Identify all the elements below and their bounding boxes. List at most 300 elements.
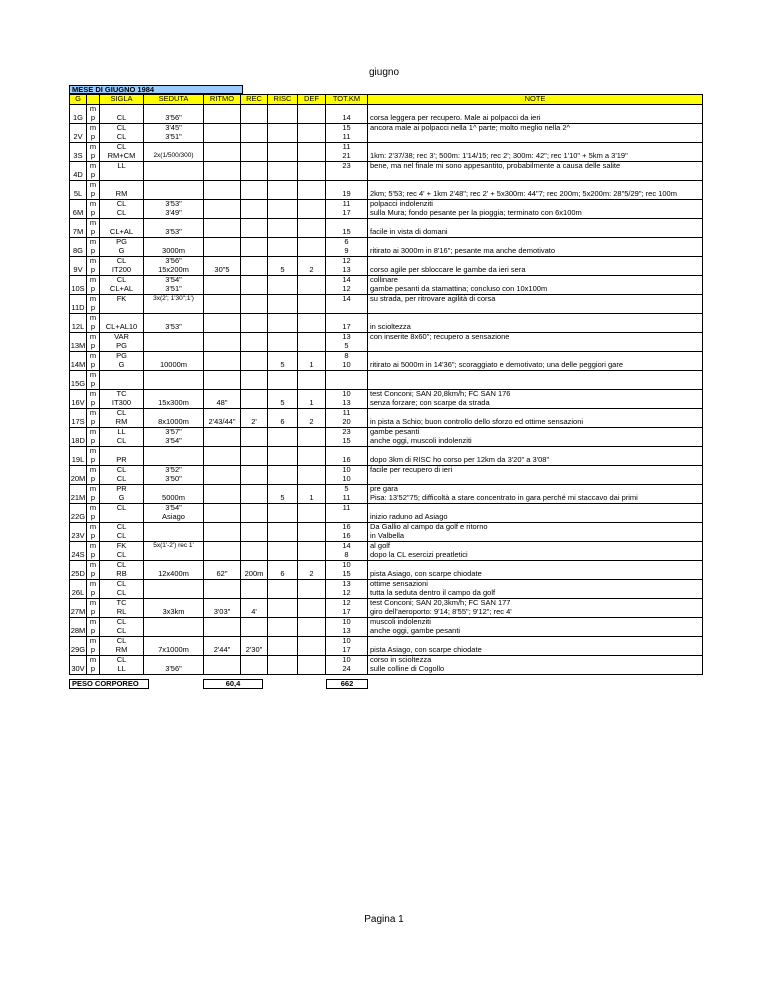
table-row [70, 361, 703, 371]
cell-seduta: 3'51" [144, 133, 204, 143]
cell-day: 25D [71, 570, 85, 579]
table-row [70, 580, 703, 590]
cell-seduta [144, 561, 204, 571]
cell-risc [268, 475, 298, 485]
cell-session: p [87, 304, 100, 314]
cell-rec [241, 637, 268, 647]
cell-def [298, 428, 326, 438]
cell-tot-km: 14 [326, 295, 368, 305]
cell-tot-km: 11 [326, 143, 368, 153]
cell-def [298, 523, 326, 533]
cell-rec [241, 380, 268, 390]
cell-rec [241, 475, 268, 485]
cell-seduta [144, 219, 204, 229]
cell-seduta: Asiago [144, 513, 204, 523]
cell-risc [268, 523, 298, 533]
cell-rec [241, 162, 268, 172]
cell-tot-km: 15 [326, 570, 368, 580]
cell-def [298, 371, 326, 381]
col-header-tot-km: TOT.KM [326, 95, 368, 105]
cell-sigla: CL [100, 209, 144, 219]
cell-risc [268, 162, 298, 172]
sheet-title: MESE DI GIUGNO 1984 [69, 85, 243, 94]
cell-rec [241, 238, 268, 248]
table-row [70, 551, 703, 561]
cell-day: 9V [70, 266, 87, 276]
table-row [70, 513, 703, 523]
cell-session: p [87, 570, 100, 580]
cell-risc [268, 618, 298, 628]
cell-def [298, 599, 326, 609]
cell-rec [241, 124, 268, 134]
cell-session: p [87, 228, 100, 238]
cell-session: m [87, 124, 100, 134]
cell-tot-km: 12 [326, 599, 368, 609]
cell-day [70, 143, 87, 153]
cell-tot-km [326, 304, 368, 314]
cell-day [70, 390, 87, 400]
cell-session: m [87, 447, 100, 457]
cell-def [298, 285, 326, 295]
cell-session: m [87, 618, 100, 628]
cell-day [70, 504, 87, 514]
cell-sigla: LL [100, 428, 144, 438]
cell-def [298, 105, 326, 115]
col-header-seduta: SEDUTA [144, 95, 204, 105]
table-row [70, 152, 703, 162]
cell-day: 17S [71, 418, 85, 427]
cell-ritmo [204, 618, 241, 628]
cell-note [368, 171, 703, 181]
cell-sigla: RB [100, 570, 144, 580]
cell-day: 14M [70, 361, 86, 370]
cell-seduta [144, 532, 204, 542]
cell-note: ottime sensazioni [368, 580, 703, 590]
cell-seduta [144, 190, 204, 200]
cell-rec [241, 352, 268, 362]
cell-def [298, 437, 326, 447]
cell-note: dopo 3km di RISC ho corso per 12km da 3'20" a 3'08" [368, 456, 703, 466]
cell-sigla: RM [100, 418, 144, 428]
cell-sigla [100, 304, 144, 314]
cell-rec [241, 447, 268, 457]
cell-session: m [87, 580, 100, 590]
table-row [70, 162, 703, 172]
cell-day [70, 466, 87, 476]
cell-def: 1 [298, 494, 326, 504]
cell-sigla [100, 219, 144, 229]
cell-ritmo [204, 143, 241, 153]
cell-ritmo [204, 295, 241, 305]
cell-ritmo [204, 257, 241, 267]
cell-rec [241, 285, 268, 295]
cell-tot-km: 16 [326, 523, 368, 533]
cell-note: ritirato ai 3000m in 8'16"; pesante ma anche demotivato [368, 247, 703, 257]
cell-rec [241, 456, 268, 466]
cell-session: m [87, 314, 100, 324]
cell-def [298, 276, 326, 286]
cell-ritmo: 2'44" [204, 646, 241, 656]
col-header-risc: RISC [268, 95, 298, 105]
cell-session: m [87, 276, 100, 286]
cell-sigla: CL [100, 637, 144, 647]
cell-seduta: 3'49" [144, 209, 204, 219]
cell-note [368, 447, 703, 457]
cell-seduta: 3'56" [144, 665, 204, 675]
cell-session: p [87, 342, 100, 352]
cell-risc [268, 561, 298, 571]
cell-sigla [100, 380, 144, 390]
table-row [70, 456, 703, 466]
cell-day: 15G [70, 380, 86, 389]
cell-risc [268, 257, 298, 267]
cell-rec: 2' [241, 418, 268, 428]
cell-rec [241, 181, 268, 191]
cell-tot-km: 20 [326, 418, 368, 428]
cell-def [298, 608, 326, 618]
cell-tot-km [326, 371, 368, 381]
cell-note: anche oggi, gambe pesanti [368, 627, 703, 637]
cell-session: p [87, 361, 100, 371]
cell-session: m [87, 637, 100, 647]
cell-tot-km: 11 [326, 200, 368, 210]
cell-rec: 200m [241, 570, 268, 580]
table-row [70, 561, 703, 571]
table-row [70, 228, 703, 238]
cell-risc [268, 352, 298, 362]
cell-note: 2km; 5'53; rec 4' + 1km 2'48"; rec 2' + 5x300m: 44"7; rec 200m; 5x200m: 28"5/29"; rec 100m [368, 190, 703, 200]
cell-sigla: CL [100, 200, 144, 210]
cell-session: m [87, 390, 100, 400]
cell-note: corsa leggera per recupero. Male ai polpacci da ieri [368, 114, 703, 124]
cell-risc [268, 228, 298, 238]
cell-risc [268, 124, 298, 134]
cell-risc [268, 285, 298, 295]
cell-sigla: G [100, 361, 144, 371]
cell-note: pre gara [368, 485, 703, 495]
cell-seduta [144, 181, 204, 191]
cell-session: m [87, 219, 100, 229]
cell-tot-km: 16 [326, 532, 368, 542]
table-row [70, 285, 703, 295]
cell-rec [241, 295, 268, 305]
cell-session: m [87, 295, 100, 305]
table-row [70, 247, 703, 257]
cell-rec [241, 494, 268, 504]
cell-risc [268, 637, 298, 647]
cell-session: p [87, 608, 100, 618]
cell-seduta: 3x(2'; 1'30";1') [144, 295, 204, 305]
page-footer: Pagina 1 [364, 914, 404, 925]
cell-sigla: CL [100, 580, 144, 590]
cell-seduta: 3'54" [144, 276, 204, 286]
cell-def [298, 561, 326, 571]
cell-rec [241, 485, 268, 495]
table-row [70, 143, 703, 153]
cell-sigla: VAR [100, 333, 144, 343]
cell-day: 19L [70, 456, 87, 466]
cell-note [368, 371, 703, 381]
cell-session: p [87, 494, 100, 504]
cell-day: 1G [70, 114, 87, 124]
cell-seduta [144, 238, 204, 248]
cell-note: gambe pesanti [368, 428, 703, 438]
col-header-def: DEF [298, 95, 326, 105]
cell-ritmo [204, 304, 241, 314]
cell-ritmo [204, 285, 241, 295]
cell-ritmo [204, 485, 241, 495]
cell-note: su strada, per ritrovare agilità di corsa [368, 295, 703, 305]
cell-def [298, 124, 326, 134]
cell-seduta [144, 656, 204, 666]
cell-def [298, 504, 326, 514]
cell-sigla: CL [100, 589, 144, 599]
cell-seduta [144, 390, 204, 400]
table-row [70, 352, 703, 362]
cell-tot-km: 24 [326, 665, 368, 675]
cell-sigla: LL [100, 162, 144, 172]
cell-sigla: CL+AL10 [100, 323, 144, 333]
cell-risc [268, 314, 298, 324]
table-row [70, 390, 703, 400]
cell-day [70, 637, 87, 647]
table-row [70, 409, 703, 419]
cell-sigla: CL [100, 114, 144, 124]
cell-note: corso in scioltezza [368, 656, 703, 666]
cell-def [298, 133, 326, 143]
cell-def [298, 352, 326, 362]
cell-risc [268, 437, 298, 447]
cell-risc [268, 390, 298, 400]
cell-day: 28M [70, 627, 86, 636]
cell-session: m [87, 599, 100, 609]
cell-def: 2 [298, 418, 326, 428]
cell-risc [268, 409, 298, 419]
cell-risc: 6 [268, 418, 298, 428]
cell-rec [241, 627, 268, 637]
cell-seduta [144, 162, 204, 172]
cell-session: p [87, 380, 100, 390]
cell-ritmo [204, 599, 241, 609]
cell-seduta: 3'56" [144, 257, 204, 267]
cell-session: m [87, 466, 100, 476]
cell-seduta: 3000m [144, 247, 204, 257]
cell-tot-km [326, 513, 368, 523]
cell-rec [241, 143, 268, 153]
cell-sigla: CL [100, 475, 144, 485]
cell-note: dopo la CL esercizi preatletici [368, 551, 703, 561]
cell-session: p [87, 627, 100, 637]
cell-rec [241, 228, 268, 238]
cell-risc [268, 247, 298, 257]
cell-note [368, 143, 703, 153]
cell-day [70, 276, 87, 286]
cell-seduta: 3'57" [144, 428, 204, 438]
cell-day [70, 561, 87, 571]
cell-ritmo: 30"5 [204, 266, 241, 276]
cell-rec [241, 209, 268, 219]
cell-ritmo [204, 523, 241, 533]
cell-sigla: G [100, 247, 144, 257]
cell-sigla: FK [100, 542, 144, 552]
cell-def [298, 390, 326, 400]
cell-seduta: 10000m [144, 361, 204, 371]
cell-seduta [144, 523, 204, 533]
cell-def [298, 171, 326, 181]
cell-ritmo [204, 342, 241, 352]
cell-ritmo [204, 228, 241, 238]
cell-def [298, 323, 326, 333]
cell-risc [268, 466, 298, 476]
cell-sigla: PG [100, 342, 144, 352]
cell-tot-km: 6 [326, 238, 368, 248]
cell-rec: 2'30" [241, 646, 268, 656]
table-row [70, 542, 703, 552]
cell-note [368, 637, 703, 647]
table-row [70, 656, 703, 666]
cell-rec [241, 542, 268, 552]
cell-rec [241, 504, 268, 514]
cell-note [368, 409, 703, 419]
table-row [70, 665, 703, 675]
cell-session: m [87, 200, 100, 210]
cell-tot-km: 10 [326, 656, 368, 666]
cell-rec [241, 114, 268, 124]
cell-sigla [100, 447, 144, 457]
cell-ritmo [204, 589, 241, 599]
cell-risc [268, 181, 298, 191]
table-row [70, 380, 703, 390]
table-row [70, 238, 703, 248]
cell-seduta [144, 333, 204, 343]
cell-seduta: 15x300m [144, 399, 204, 409]
cell-tot-km: 17 [326, 209, 368, 219]
cell-seduta: 5x(1'-2') rec 1' [144, 542, 204, 552]
cell-day: 6M [70, 209, 87, 219]
cell-rec [241, 323, 268, 333]
cell-seduta: 3'53" [144, 228, 204, 238]
cell-session: m [87, 162, 100, 172]
cell-sigla: PG [100, 238, 144, 248]
table-row [70, 466, 703, 476]
cell-ritmo [204, 380, 241, 390]
cell-session: p [87, 190, 100, 200]
cell-ritmo [204, 124, 241, 134]
cell-sigla [100, 181, 144, 191]
cell-day [70, 599, 87, 609]
cell-note: facile per recupero di ieri [368, 466, 703, 476]
cell-rec [241, 314, 268, 324]
cell-def [298, 627, 326, 637]
col-header-day: G [70, 95, 87, 105]
cell-seduta [144, 409, 204, 419]
cell-day: 30V [71, 665, 85, 674]
cell-seduta [144, 447, 204, 457]
cell-sigla [100, 371, 144, 381]
cell-note: giro dell'aeroporto: 9'14; 8'55"; 9'12"; rec 4' [368, 608, 703, 618]
cell-seduta [144, 314, 204, 324]
table-row [70, 114, 703, 124]
cell-day [70, 105, 87, 115]
cell-risc [268, 599, 298, 609]
cell-def [298, 257, 326, 267]
cell-sigla: RM+CM [100, 152, 144, 162]
cell-rec [241, 200, 268, 210]
cell-note: collinare [368, 276, 703, 286]
cell-note: senza forzare; con scarpe da strada [368, 399, 703, 409]
cell-day [70, 295, 87, 305]
cell-rec [241, 437, 268, 447]
table-row [70, 105, 703, 115]
cell-def: 2 [298, 266, 326, 276]
cell-tot-km: 9 [326, 247, 368, 257]
table-row [70, 333, 703, 343]
cell-risc [268, 304, 298, 314]
cell-session: p [87, 266, 100, 276]
cell-tot-km: 15 [326, 124, 368, 134]
cell-sigla: CL [100, 523, 144, 533]
cell-rec [241, 171, 268, 181]
cell-day [70, 409, 87, 419]
cell-session: p [87, 114, 100, 124]
cell-ritmo [204, 409, 241, 419]
cell-day [70, 238, 87, 248]
cell-note: anche oggi, muscoli indolenziti [368, 437, 703, 447]
training-log-table [69, 94, 703, 675]
cell-ritmo [204, 542, 241, 552]
cell-session: m [87, 428, 100, 438]
cell-sigla: CL [100, 504, 144, 514]
cell-session: m [87, 561, 100, 571]
table-row [70, 257, 703, 267]
cell-ritmo [204, 466, 241, 476]
cell-day: 26L [70, 589, 87, 599]
cell-tot-km [326, 447, 368, 457]
cell-day: 2V [70, 133, 87, 143]
cell-def [298, 656, 326, 666]
cell-day: 7M [70, 228, 87, 238]
cell-day [70, 200, 87, 210]
cell-seduta: 3'54" [144, 437, 204, 447]
cell-note: in Valbella [368, 532, 703, 542]
cell-note: ancora male ai polpacci nella 1^ parte; molto meglio nella 2^ [368, 124, 703, 134]
cell-note [368, 352, 703, 362]
cell-def [298, 162, 326, 172]
cell-day: 3S [70, 152, 87, 162]
cell-note [368, 238, 703, 248]
cell-risc: 5 [268, 494, 298, 504]
cell-ritmo [204, 637, 241, 647]
cell-rec [241, 276, 268, 286]
cell-note: pista Asiago, con scarpe chiodate [368, 570, 703, 580]
cell-risc [268, 114, 298, 124]
cell-sigla: G [100, 494, 144, 504]
cell-ritmo [204, 238, 241, 248]
cell-ritmo [204, 181, 241, 191]
table-row [70, 418, 703, 428]
cell-sigla: CL [100, 409, 144, 419]
cell-ritmo [204, 551, 241, 561]
cell-seduta: 3'51" [144, 285, 204, 295]
cell-note: con inserite 8x60"; recupero a sensazione [368, 333, 703, 343]
cell-note: in pista a Schio; buon controllo dello sforzo ed ottime sensazioni [368, 418, 703, 428]
cell-def [298, 342, 326, 352]
cell-seduta [144, 589, 204, 599]
table-row [70, 504, 703, 514]
cell-risc [268, 295, 298, 305]
cell-session: m [87, 523, 100, 533]
cell-ritmo: 62" [204, 570, 241, 580]
